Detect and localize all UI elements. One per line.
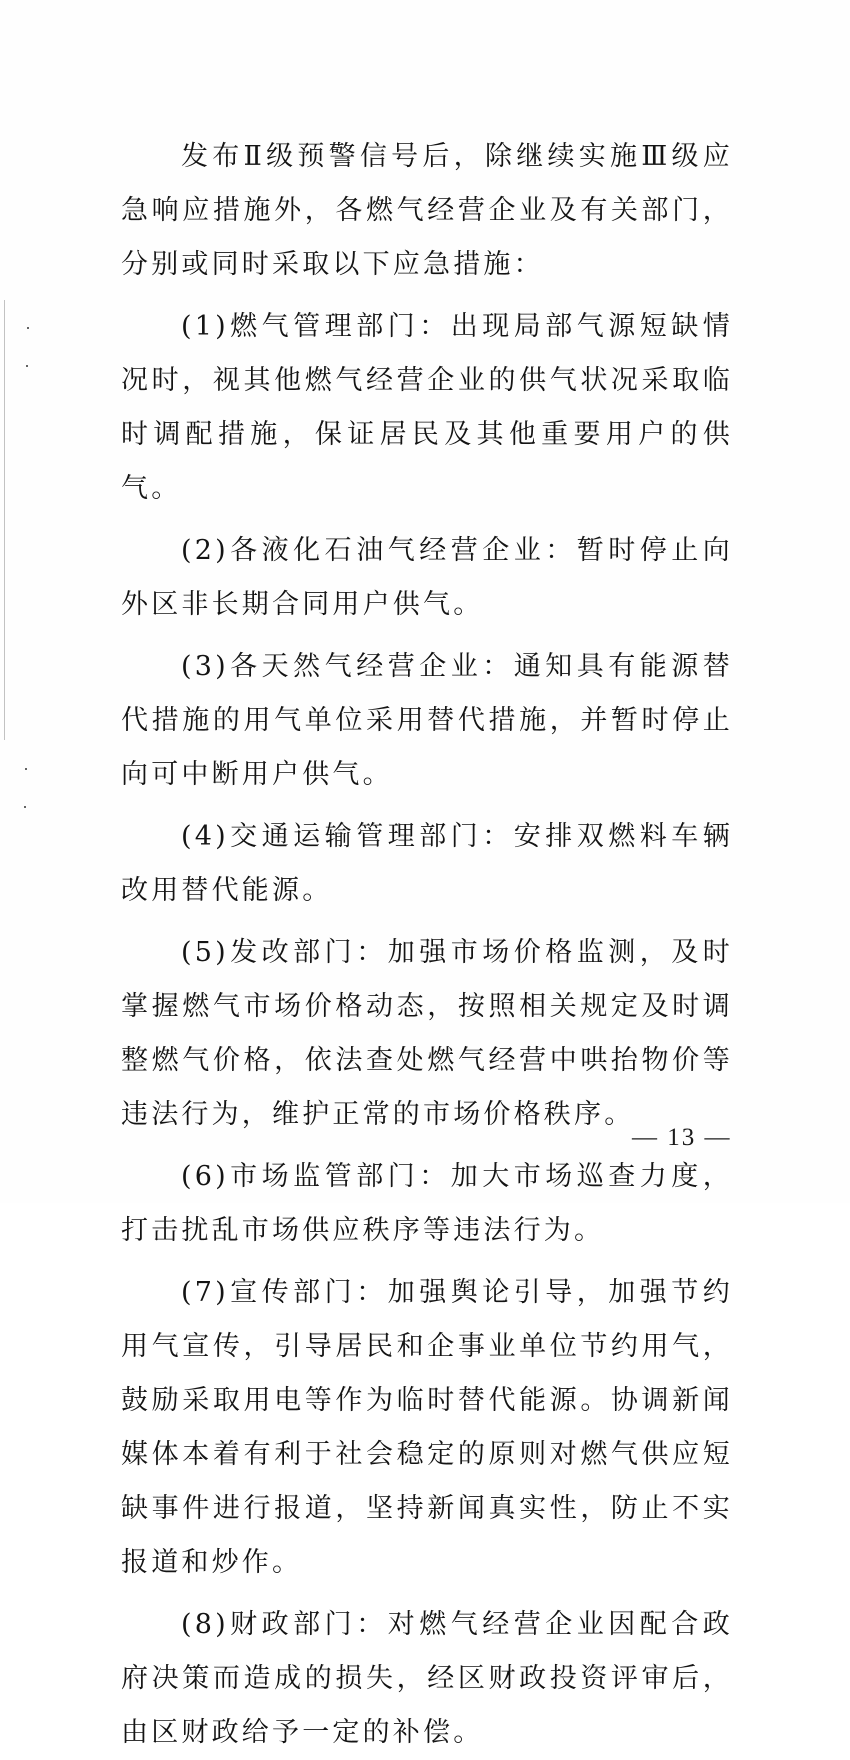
paragraph-item-6: (6)市场监管部门：加大市场巡查力度，打击扰乱市场供应秩序等违法行为。 <box>121 1161 733 1246</box>
scan-edge-line <box>4 300 5 740</box>
scan-speck <box>26 365 28 367</box>
paragraph-item-4: (4)交通运输管理部门：安排双燃料车辆改用替代能源。 <box>121 821 733 906</box>
scan-speck <box>25 768 27 770</box>
paragraph-item-7: (7)宣传部门：加强舆论引导，加强节约用气宣传，引导居民和企事业单位节约用气，鼓励采取用电等作为临时替代能源。协调新闻媒体本着有利于社会稳定的原则对燃气供应短缺事件进行报道，坚持新闻真实性，防止不实报道和炒作。 <box>121 1277 733 1578</box>
paragraph-item-8: (8)财政部门：对燃气经营企业因配合政府决策而造成的损失，经区财政投资评审后，由区财政给予一定的补偿。 <box>121 1609 733 1748</box>
paragraph-intro: 发布Ⅱ级预警信号后，除继续实施Ⅲ级应急响应措施外，各燃气经营企业及有关部门，分别或同时采取以下应急措施： <box>121 141 733 280</box>
paragraph-item-1: (1)燃气管理部门：出现局部气源短缺情况时，视其他燃气经营企业的供气状况采取临时调配措施，保证居民及其他重要用户的供气。 <box>121 311 733 504</box>
scan-speck <box>24 806 26 808</box>
paragraph-item-5: (5)发改部门：加强市场价格监测，及时掌握燃气市场价格动态，按照相关规定及时调整燃气价格，依法查处燃气经营中哄抬物价等违法行为，维护正常的市场价格秩序。 <box>121 937 733 1130</box>
paragraph-item-3: (3)各天然气经营企业：通知具有能源替代措施的用气单位采用替代措施，并暂时停止向可中断用户供气。 <box>121 651 733 790</box>
scan-speck <box>27 327 29 329</box>
page-number: — 13 — <box>632 1124 732 1151</box>
document-body <box>121 130 733 1760</box>
paragraph-item-2: (2)各液化石油气经营企业：暂时停止向外区非长期合同用户供气。 <box>121 535 733 620</box>
